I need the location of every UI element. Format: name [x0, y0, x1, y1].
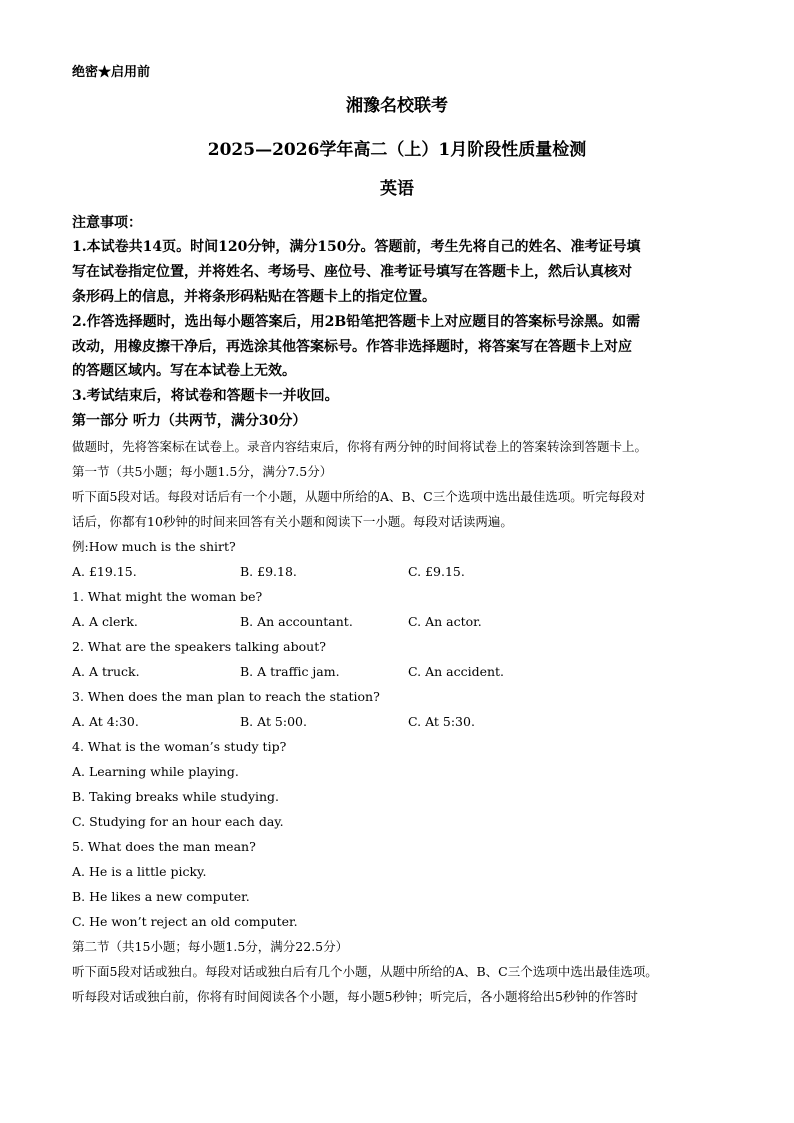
notes-line: 3.考试结束后，将试卷和答题卡一并收回。 [72, 388, 339, 404]
option-a: A. Learning while playing. [72, 764, 239, 779]
question-stem: 1. What might the woman be? [72, 589, 263, 604]
option-a: A. A clerk. [72, 614, 138, 629]
question-stem: 5. What does the man mean? [72, 839, 256, 854]
notes-line: 条形码上的信息，并将条形码粘贴在答题卡上的指定位置。 [72, 289, 436, 305]
option-a: A. £19.15. [72, 564, 137, 579]
section1-heading: 第一节（共5小题；每小题1.5分，满分7.5分） [72, 464, 333, 479]
option-b: B. At 5:00. [240, 714, 307, 729]
option-b: B. An accountant. [240, 614, 353, 629]
section1-instruction: 听下面5段对话。每段对话后有一个小题，从题中所给的A、B、C三个选项中选出最佳选项。听完每段对 [72, 489, 646, 504]
section2-heading: 第二节（共15小题；每小题1.5分，满分22.5分） [72, 939, 349, 954]
option-b: B. He likes a new computer. [72, 889, 250, 904]
option-c: C. £9.15. [408, 564, 465, 579]
option-a: A. He is a little picky. [72, 864, 207, 879]
option-a: A. At 4:30. [72, 714, 139, 729]
option-b: B. £9.18. [240, 564, 297, 579]
notes-heading: 注意事项： [72, 215, 142, 231]
exam-title-union: 湘豫名校联考 [346, 96, 448, 116]
option-b: B. Taking breaks while studying. [72, 789, 280, 804]
option-b: B. A traffic jam. [240, 664, 340, 679]
question-stem: 3. When does the man plan to reach the station? [72, 689, 380, 704]
option-c: C. An actor. [408, 614, 482, 629]
section1-instruction: 话后，你都有10秒钟的时间来回答有关小题和阅读下一小题。每段对话读两遍。 [72, 514, 513, 529]
notes-line: 2.作答选择题时，选出每小题答案后，用2B铅笔把答题卡上对应题目的答案标号涂黑。如需 [72, 314, 641, 330]
exam-subject: 英语 [380, 179, 414, 199]
question-stem: 例:How much is the shirt? [72, 539, 236, 554]
section2-instruction: 听下面5段对话或独白。每段对话或独白后有几个小题，从题中所给的A、B、C三个选项中选出最佳选项。 [72, 964, 658, 979]
question-stem: 4. What is the woman’s study tip? [72, 739, 287, 754]
question-stem: 2. What are the speakers talking about? [72, 639, 326, 654]
section2-instruction: 听每段对话或独白前，你将有时间阅读各个小题，每小题5秒钟；听完后，各小题将给出5秒钟的作答时 [72, 989, 638, 1004]
option-c: C. An accident. [408, 664, 505, 679]
notes-line: 改动，用橡皮擦干净后，再选涂其他答案标号。作答非选择题时，将答案写在答题卡上对应 [72, 339, 632, 355]
option-c: C. He won’t reject an old computer. [72, 914, 298, 929]
notes-line: 1.本试卷共14页。时间120分钟，满分150分。答题前，考生先将自己的姓名、准考证号填 [72, 239, 641, 255]
part1-instruction: 做题时，先将答案标在试卷上。录音内容结束后，你将有两分钟的时间将试卷上的答案转涂到答题卡上。 [72, 439, 648, 454]
option-a: A. A truck. [72, 664, 140, 679]
confidential-label: 绝密★启用前 [72, 65, 151, 80]
option-c: C. At 5:30. [408, 714, 475, 729]
option-c: C. Studying for an hour each day. [72, 814, 284, 829]
exam-title-term: 2025—2026学年高二（上）1月阶段性质量检测 [207, 140, 587, 160]
part1-heading: 第一部分 听力（共两节，满分30分） [72, 413, 307, 429]
notes-line: 的答题区域内。写在本试卷上无效。 [72, 363, 296, 379]
notes-line: 写在试卷指定位置，并将姓名、考场号、座位号、准考证号填写在答题卡上，然后认真核对 [72, 264, 632, 280]
